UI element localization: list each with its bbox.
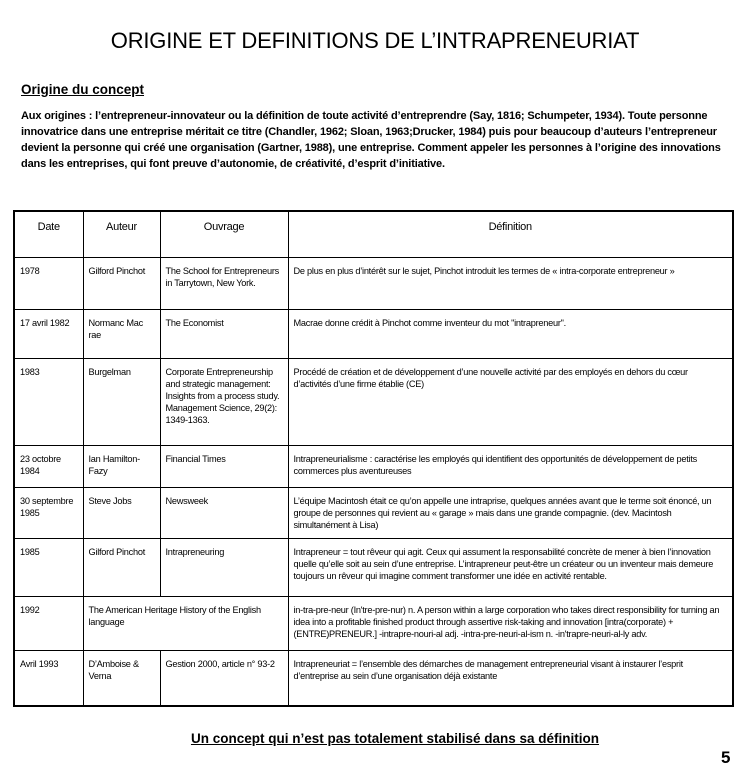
cell-author: Burgelman: [88, 366, 131, 377]
header-date: Date: [14, 211, 83, 257]
cell-work: Corporate Entrepreneurship and strategic management: Insights from a process study. Management Science, 29(2): 1349-1363.: [165, 366, 280, 426]
cell-work: The Economist: [165, 317, 224, 328]
cell-author: Ian Hamilton-Fazy: [88, 453, 140, 476]
header-definition: Définition: [288, 211, 733, 257]
table-row: [14, 596, 733, 650]
table-row: [14, 257, 733, 309]
table-row: [14, 309, 733, 358]
cell-definition: Intrapreneur = tout rêveur qui agit. Ceux qui assument la responsabilité concrète de mener à bien l’innovation quelle qu’elle soit au sein d’une entreprise. L’intrapreneur peut-être un créateur ou un inventeur mais demeure toujours un rêveur qui imagine comment transformer une idée en activité rentable.: [293, 546, 714, 581]
header-work: Ouvrage: [160, 211, 288, 257]
cell-date: 17 avril 1982: [20, 317, 70, 328]
section-heading: Origine du concept: [21, 82, 145, 97]
cell-definition: in-tra-pre-neur (In'tre-pre-nur) n. A person within a large corporation who takes direct responsibility for turning an idea into a profitable finished product through assertive risk-taking and innovation [intra(corporate) + (ENTRE)PRENEUR.] -intrapre-nouri-al adj. -intra-pre-neuri-al-ism n. -in'trapre-neuri-al-ly adv.: [293, 604, 720, 639]
page-title: ORIGINE ET DEFINITIONS DE L’INTRAPRENEURIAT: [110, 28, 640, 53]
intro-paragraph: Aux origines : l’entrepreneur-innovateur ou la définition de toute activité d’entreprendre (Say, 1816; Schumpeter, 1934). Toute personne innovatrice dans une entreprise méritait ce titre (Chandler, 1962; Sloan, 1963;Drucker, 1984) puis pour beaucoup d’auteurs l’entrepreneur devient la personne qui créé une organisation (Gartner, 1988), une entreprise. Comment appeler les personnes à l’origine des innovations dans les entreprises, qui font preuve d’autonomie, de créativité, d’esprit d’initiative.: [21, 110, 721, 170]
cell-work: Gestion 2000, article n° 93-2: [165, 658, 275, 669]
table-row: [14, 538, 733, 596]
table-row: [14, 650, 733, 706]
cell-author: D’Amboise & Verna: [88, 658, 139, 681]
header-author: Auteur: [83, 211, 160, 257]
cell-author: Steve Jobs: [88, 495, 132, 506]
cell-author: Gilford Pinchot: [88, 546, 146, 557]
cell-definition: Procédé de création et de développement d’une nouvelle activité par des employés en dehors du cœur d’activités d’une firme établie (CE): [293, 366, 688, 389]
cell-author-work: The American Heritage History of the English language: [88, 604, 261, 627]
cell-definition: L’équipe Macintosh était ce qu’on appelle une intraprise, quelques années avant que le terme soit énoncé, un groupe de personnes qui revient au « garage » mais dans une grande compagnie. (dev. Macintosh simultanément à Lisa): [293, 495, 712, 530]
cell-work: Newsweek: [165, 495, 208, 506]
cell-date: Avril 1993: [20, 658, 59, 669]
cell-author: Gilford Pinchot: [88, 265, 146, 276]
table-row: [14, 445, 733, 487]
cell-date: 23 octobre 1984: [20, 453, 61, 476]
definitions-table: [13, 210, 734, 707]
cell-work: Financial Times: [165, 453, 226, 464]
page-number: 5: [721, 748, 731, 767]
cell-definition: Intrapreneuriat = l’ensemble des démarches de management entrepreneurial visant à instaurer l’esprit d’entreprise au sein d’une organisation déjà existante: [293, 658, 683, 681]
table-header-row: [14, 211, 733, 257]
cell-date: 1992: [20, 604, 40, 615]
table-row: [14, 358, 733, 445]
footer-note: Un concept qui n’est pas totalement stabilisé dans sa définition: [190, 731, 600, 746]
cell-author: Normanc Mac rae: [88, 317, 143, 340]
cell-work: The School for Entrepreneurs in Tarrytown, New York.: [165, 265, 280, 288]
cell-date: 30 septembre 1985: [20, 495, 74, 518]
cell-date: 1985: [20, 546, 40, 557]
cell-definition: De plus en plus d’intérêt sur le sujet, Pinchot introduit les termes de « intra-corporate entrepreneur »: [293, 265, 675, 276]
cell-definition: Intrapreneurialisme : caractérise les employés qui identifient des opportunités de développement de petits commerces plus aventureuses: [293, 453, 698, 476]
cell-work: Intrapreneuring: [165, 546, 225, 557]
cell-date: 1983: [20, 366, 40, 377]
table-row: [14, 487, 733, 538]
cell-date: 1978: [20, 265, 40, 276]
cell-definition: Macrae donne crédit à Pinchot comme inventeur du mot "intrapreneur".: [293, 317, 566, 328]
